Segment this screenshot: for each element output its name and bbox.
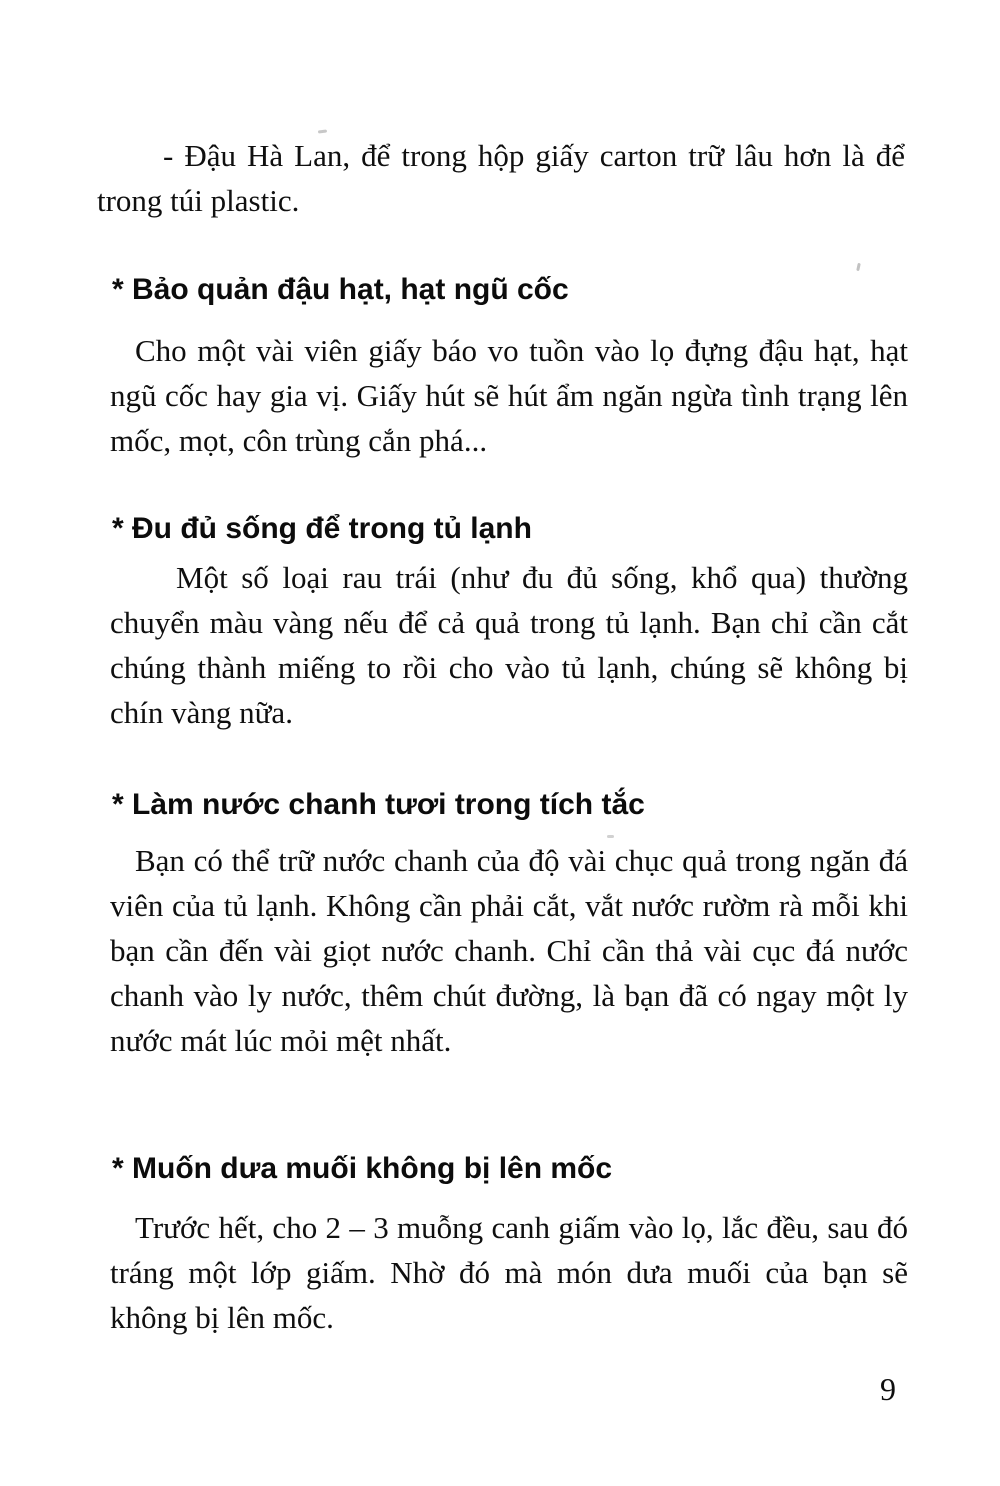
scan-speck [607,835,614,838]
paragraph-papaya-fridge: Một số loại rau trái (như đu đủ sống, khổ qua) thường chuyển màu vàng nếu để cả quả trong tủ lạnh. Bạn chỉ cần cắt chúng thành miếng to rồi cho vào tủ lạnh, chúng sẽ không bị chín vàng nữa. [110,560,908,730]
page-content [97,0,908,1486]
section-heading-pickles-no-mold: * Muốn dưa muối không bị lên mốc [112,1152,613,1185]
paragraph-fresh-lemonade: Bạn có thể trữ nước chanh của độ vài chục quả trong ngăn đá viên của tủ lạnh. Không cần phải cắt, vắt nước rườm rà mỗi khi bạn cần đến vài giọt nước chanh. Chỉ cần thả vài cục đá nước chanh vào ly nước, thêm chút đường, là bạn đã có ngay một ly nước mát lúc mỏi mệt nhất. [110,843,908,1058]
paragraph-bean-grain-storage: Cho một vài viên giấy báo vo tuồn vào lọ đựng đậu hạt, hạt ngũ cốc hay gia vị. Giấy hút sẽ hút ẩm ngăn ngừa tình trạng lên mốc, mọt, côn trùng cắn phá... [110,333,908,458]
section-heading-bean-grain-storage: * Bảo quản đậu hạt, hạt ngũ cốc [112,273,569,306]
section-heading-fresh-lemonade: * Làm nước chanh tươi trong tích tắc [112,788,645,821]
section-heading-papaya-fridge: * Đu đủ sống để trong tủ lạnh [112,512,532,545]
paragraph-pickles-no-mold: Trước hết, cho 2 – 3 muỗng canh giấm vào lọ, lắc đều, sau đó tráng một lớp giấm. Nhờ đó mà món dưa muối của bạn sẽ không bị lên mốc. [110,1210,908,1335]
page-number: 9 [880,1371,896,1407]
paragraph-peas-storage: - Đậu Hà Lan, để trong hộp giấy carton trữ lâu hơn là để trong túi plastic. [97,138,905,218]
